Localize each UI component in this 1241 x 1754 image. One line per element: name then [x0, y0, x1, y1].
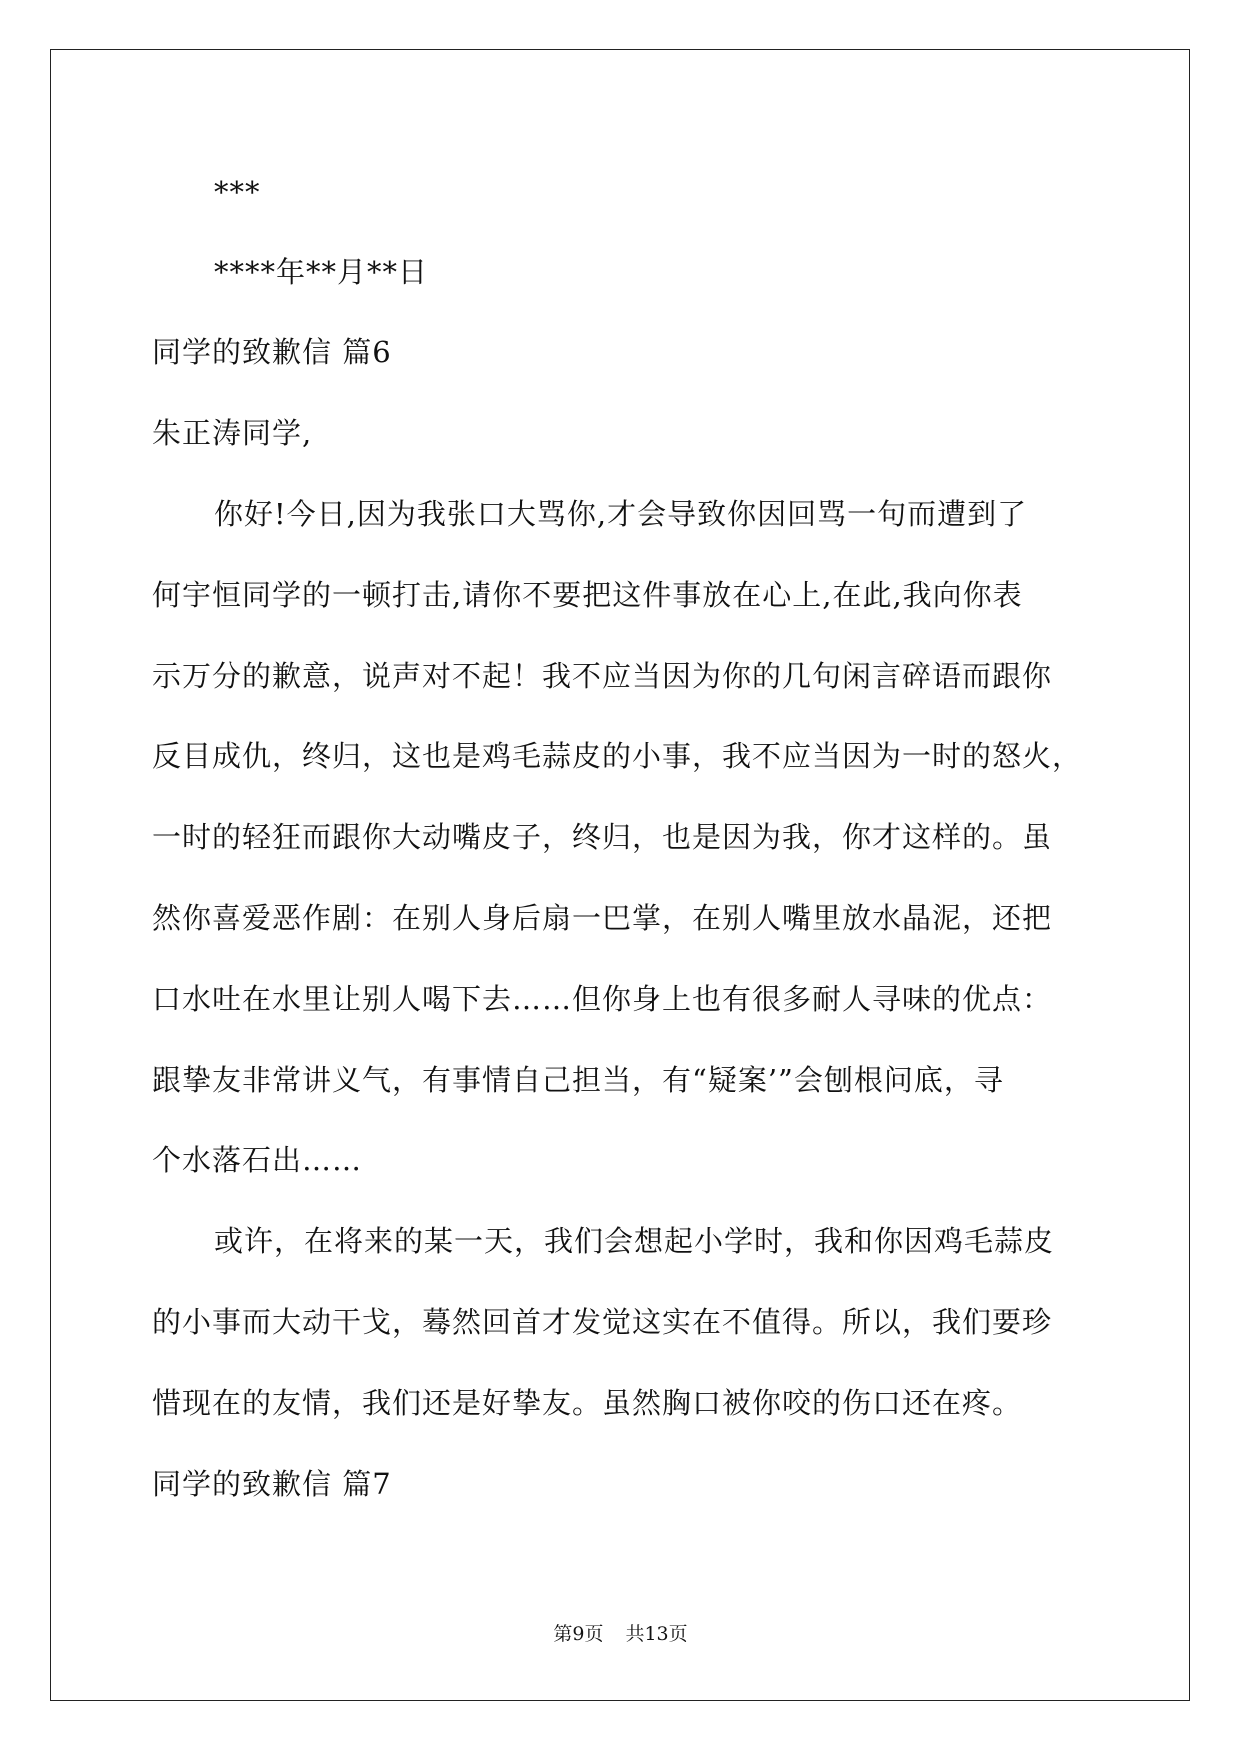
paragraph-line: 示万分的歉意，说声对不起！我不应当因为你的几句闲言碎语而跟你: [152, 659, 1053, 693]
signature-date: ****年**月**日: [214, 255, 429, 289]
page-footer: [0, 1622, 1241, 1646]
paragraph-line: 或许，在将来的某一天，我们会想起小学时，我和你因鸡毛蒜皮: [214, 1224, 1055, 1258]
paragraph-line: 你好!今日,因为我张口大骂你,才会导致你因回骂一句而遭到了: [214, 497, 1028, 531]
paragraph-line: 惜现在的友情，我们还是好挚友。虽然胸口被你咬的伤口还在疼。: [152, 1386, 1023, 1420]
page-border: [50, 49, 1190, 1701]
paragraph-line: 的小事而大动干戈，蓦然回首才发觉这实在不值得。所以，我们要珍: [152, 1305, 1053, 1339]
page-total: 共13页: [625, 1623, 688, 1645]
salutation: 朱正涛同学,: [152, 416, 313, 450]
section-heading-6: 同学的致歉信 篇6: [152, 335, 392, 369]
paragraph-line: 一时的轻狂而跟你大动嘴皮子，终归，也是因为我，你才这样的。虽: [152, 820, 1053, 854]
paragraph-line: 口水吐在水里让别人喝下去……但你身上也有很多耐人寻味的优点：: [152, 982, 1053, 1016]
section-heading-7: 同学的致歉信 篇7: [152, 1467, 392, 1501]
signature-name: ***: [214, 175, 261, 209]
page-number: 第9页: [553, 1623, 604, 1645]
paragraph-line: 个水落石出……: [152, 1143, 363, 1177]
paragraph-line: 何宇恒同学的一顿打击,请你不要把这件事放在心上,在此,我向你表: [152, 578, 1023, 612]
paragraph-line: 跟挚友非常讲义气，有事情自己担当，有“疑案’”会刨根问底，寻: [152, 1063, 1004, 1097]
paragraph-line: 然你喜爱恶作剧：在别人身后扇一巴掌，在别人嘴里放水晶泥，还把: [152, 901, 1053, 935]
paragraph-line: 反目成仇，终归，这也是鸡毛蒜皮的小事，我不应当因为一时的怒火，: [152, 739, 1083, 773]
